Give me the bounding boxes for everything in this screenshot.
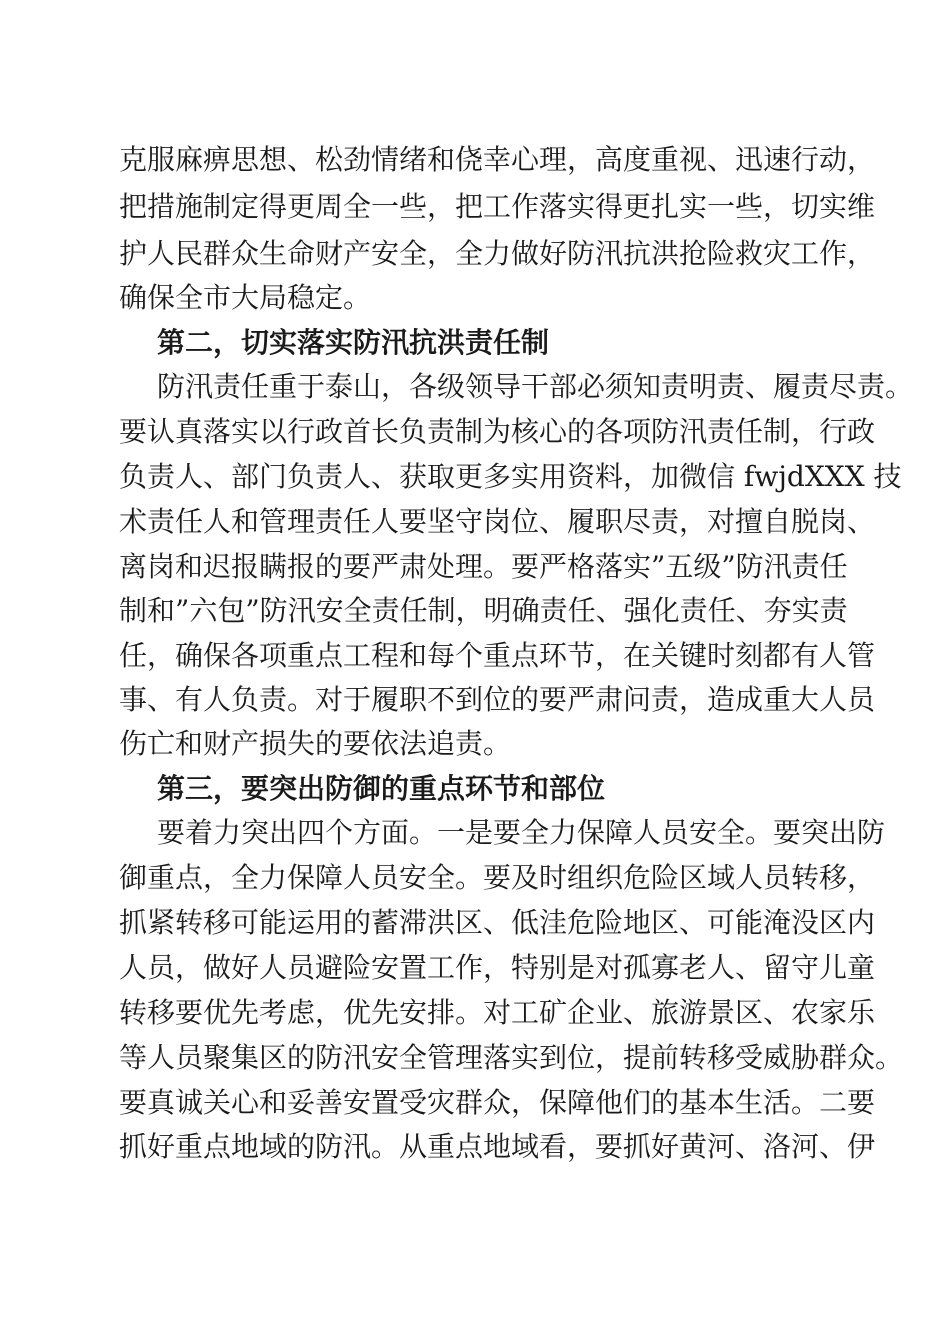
- body-line: 等人员聚集区的防汛安全管理落实到位，提前转移受威胁群众。: [119, 1041, 904, 1074]
- body-line: 要真诚关心和妥善安置受灾群众，保障他们的基本生活。二要: [119, 1086, 876, 1119]
- body-line: 确保全市大局稳定。: [119, 281, 372, 314]
- body-line: 抓紧转移可能运用的蓄滞洪区、低洼危险地区、可能淹没区内: [119, 906, 876, 939]
- body-line: 克服麻痹思想、松劲情绪和侥幸心理，高度重视、迅速行动，: [119, 143, 876, 176]
- body-line: 把措施制定得更周全一些，把工作落实得更扎实一些，切实维: [119, 190, 876, 223]
- section-heading: 第三，要突出防御的重点环节和部位: [157, 772, 606, 805]
- body-line: 要认真落实以行政首长负责制为核心的各项防汛责任制，行政: [119, 415, 876, 448]
- body-line: 转移要优先考虑，优先安排。对工矿企业、旅游景区、农家乐: [119, 996, 876, 1029]
- body-line: 伤亡和财产损失的要依法追责。: [119, 727, 512, 760]
- body-line: 要着力突出四个方面。一是要全力保障人员安全。要突出防: [157, 816, 886, 849]
- body-line: 事、有人负责。对于履职不到位的要严肃问责，造成重大人员: [119, 683, 876, 716]
- body-line: 负责人、部门负责人、获取更多实用资料，加微信 fwjdXXX 技: [119, 460, 902, 493]
- section-heading: 第二，切实落实防汛抗洪责任制: [157, 326, 550, 359]
- body-line: 抓好重点地域的防汛。从重点地域看，要抓好黄河、洛河、伊: [119, 1130, 876, 1163]
- body-line: 术责任人和管理责任人要坚守岗位、履职尽责，对擅自脱岗、: [119, 505, 876, 538]
- body-line: 防汛责任重于泰山，各级领导干部必须知责明责、履责尽责。: [157, 370, 914, 403]
- body-line: 任，确保各项重点工程和每个重点环节，在关键时刻都有人管: [119, 639, 876, 672]
- body-line: 御重点，全力保障人员安全。要及时组织危险区域人员转移，: [119, 861, 876, 894]
- body-line: 护人民群众生命财产安全，全力做好防汛抗洪抢险救灾工作，: [119, 237, 876, 270]
- body-line: 人员，做好人员避险安置工作，特别是对孤寡老人、留守儿童: [119, 951, 876, 984]
- body-line: 离岗和迟报瞒报的要严肃处理。要严格落实”五级”防汛责任: [119, 550, 848, 583]
- body-line: 制和”六包”防汛安全责任制，明确责任、强化责任、夯实责: [119, 594, 848, 627]
